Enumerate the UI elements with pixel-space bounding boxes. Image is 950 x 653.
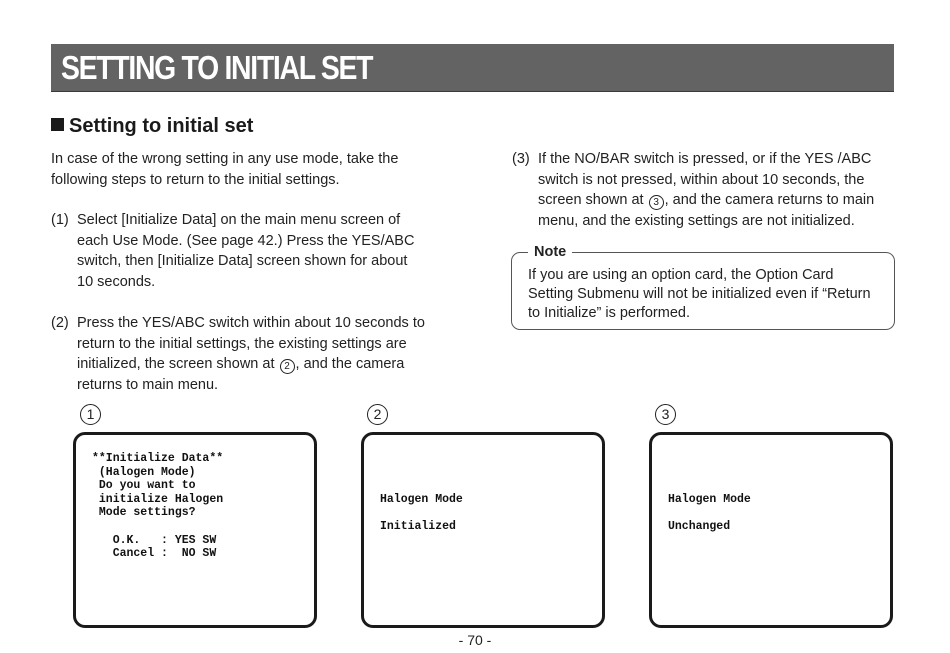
step-number: (2) xyxy=(51,315,69,331)
step-text xyxy=(538,149,898,231)
square-bullet-icon xyxy=(51,118,64,131)
step-text-a: Press the YES/ABC switch within about 10 seconds to return to the initial settings, the existing settings are initialized, the screen shown at xyxy=(77,315,425,372)
screen-marker-3: 3 xyxy=(655,404,676,425)
note-label: Note xyxy=(528,243,572,261)
title-bar xyxy=(51,44,894,92)
step-text-a: If the NO/BAR switch is pressed, or if the YES /ABC switch is not pressed, within about 10 seconds, the screen shown at xyxy=(538,151,872,208)
note-text: If you are using an option card, the Option Card Setting Submenu will not be initialized even if “Return to Initialize” is performed. xyxy=(528,267,871,321)
step-number: (1) xyxy=(51,212,69,228)
step-text xyxy=(77,313,437,395)
screen-marker-2: 2 xyxy=(367,404,388,425)
monitor-screen-2 xyxy=(361,432,605,628)
note-box xyxy=(511,244,895,330)
step-text-b: , and the camera returns to main menu, and the existing settings are not initialized. xyxy=(538,192,875,229)
screen-text: Halogen Mode Initialized xyxy=(380,492,463,533)
step-number: (3) xyxy=(512,151,530,167)
screen-marker-1: 1 xyxy=(80,404,101,425)
page-number: - 70 - xyxy=(458,632,492,648)
step-text: Select [Initialize Data] on the main menu screen of each Use Mode. (See page 42.) Press the YES/ABC switch, then [Initialize Data] screen shown for about 10 seconds. xyxy=(77,212,415,290)
step-text-b: , and the camera returns to main menu. xyxy=(77,356,405,393)
page-title: SETTING TO INITIAL SET xyxy=(61,49,373,86)
intro-paragraph: In case of the wrong setting in any use mode, take the following steps to return to the initial settings. xyxy=(51,151,399,188)
section-heading-text: Setting to initial set xyxy=(69,115,254,137)
section-heading xyxy=(51,115,253,138)
circled-number-ref: 2 xyxy=(280,359,295,374)
circled-number-ref: 3 xyxy=(649,195,664,210)
monitor-screen-1 xyxy=(73,432,317,628)
monitor-screen-3 xyxy=(649,432,893,628)
screen-text: **Initialize Data** (Halogen Mode) Do you want to initialize Halogen Mode settings? O.K. : YES SW Cancel : NO SW xyxy=(92,452,224,561)
screen-text: Halogen Mode Unchanged xyxy=(668,492,751,533)
